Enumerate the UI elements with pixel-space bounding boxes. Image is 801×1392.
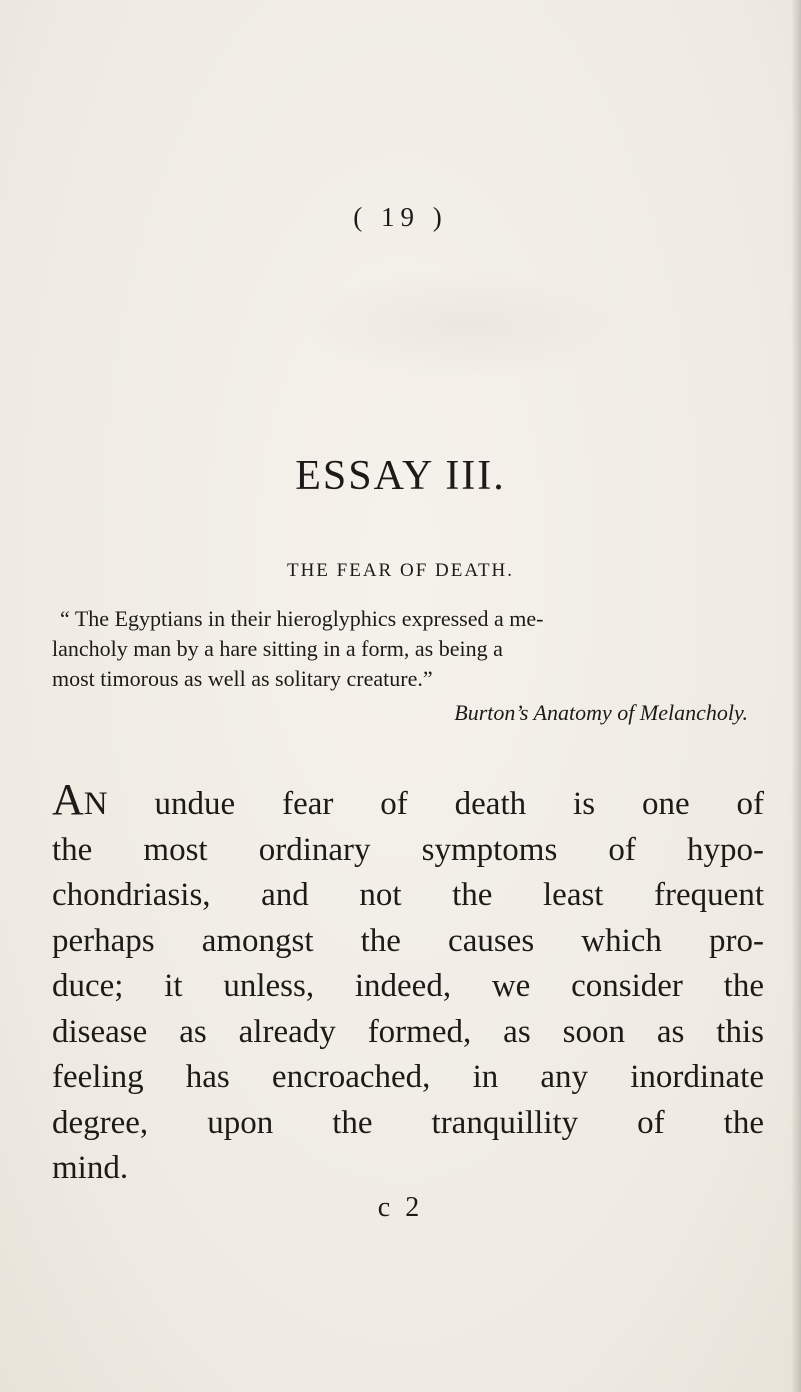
essay-title: ESSAY III.	[295, 453, 506, 499]
epigraph-line: lancholy man by a hare sitting in a form, as being a	[52, 636, 503, 661]
epigraph-attribution: Burton’s Anatomy of Melancholy.	[454, 700, 748, 725]
body-line: mind.	[52, 1150, 129, 1186]
body-line	[52, 775, 764, 828]
drop-cap: A	[52, 775, 84, 824]
body-line: chondriasis, and not the least frequent	[52, 877, 764, 913]
body-line: feeling has encroached, in any inordinate	[52, 1059, 764, 1095]
body-line: duce; it unless, indeed, we consider the	[52, 968, 764, 1004]
show-through-bleed	[300, 270, 630, 380]
body-line: the most ordinary symptoms of hypo-	[52, 831, 764, 868]
body-line: disease as already formed, as soon as this	[52, 1013, 764, 1050]
epigraph-line: “ The Egyptians in their hieroglyphics expressed a me-	[60, 606, 544, 631]
page-number: ( 19 )	[353, 202, 448, 232]
body-line: degree, upon the tranquillity of the	[52, 1104, 764, 1141]
body-paragraph	[52, 775, 764, 1192]
epigraph-line: most timorous as well as solitary creature.”	[52, 666, 433, 691]
essay-subtitle: THE FEAR OF DEATH.	[286, 560, 515, 581]
signature-mark: c 2	[377, 1192, 424, 1223]
epigraph-quote	[52, 604, 752, 694]
body-line: perhaps amongst the causes which pro-	[52, 922, 764, 959]
first-line-text: N undue fear of death is one of	[83, 786, 764, 822]
